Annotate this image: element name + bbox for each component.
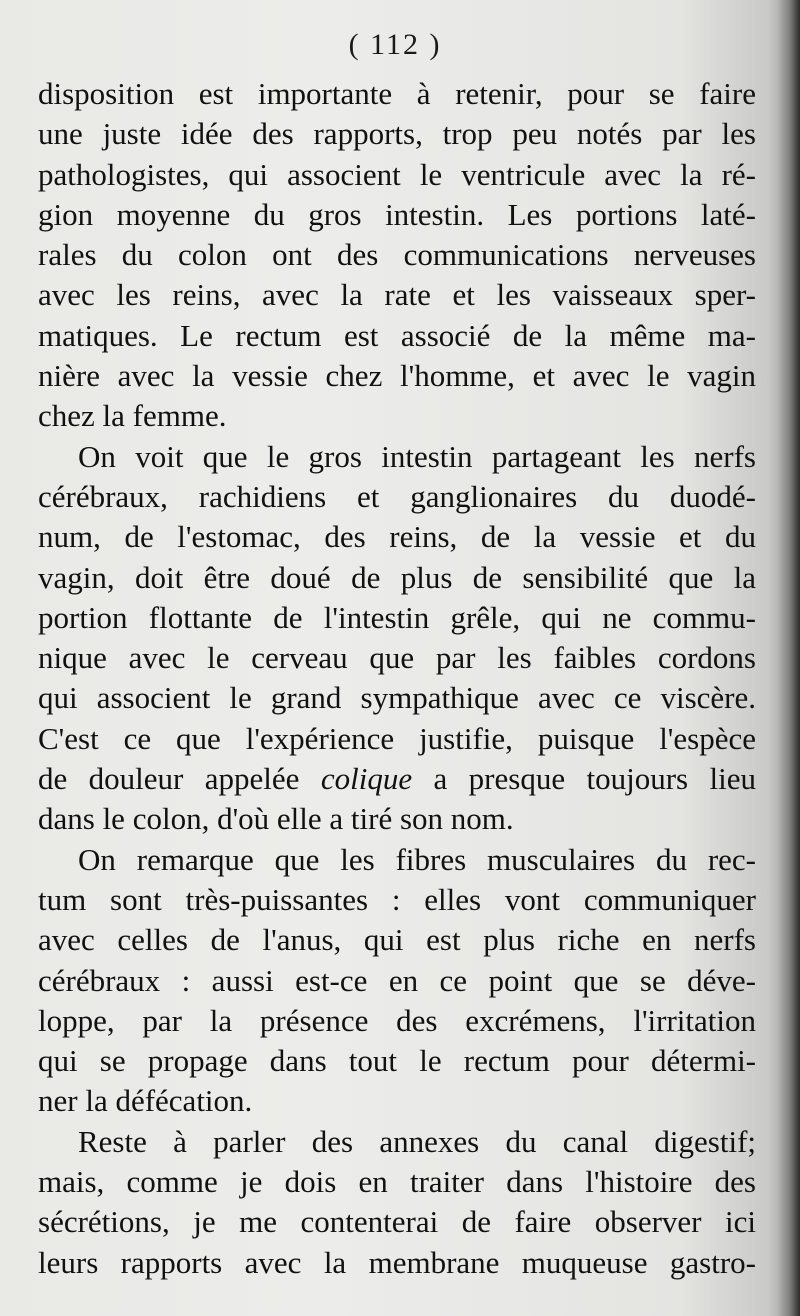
text-line: avec celles de l'anus, qui est plus riche en nerfs (38, 922, 756, 958)
page-number: ( 112 ) (348, 28, 442, 61)
text-line: rales du colon ont des communications nerveuses (38, 237, 756, 273)
text-line: vagin, doit être doué de plus de sensibilité que la (38, 559, 756, 595)
paragraph-1 (38, 74, 756, 437)
paragraph-4 (38, 1122, 756, 1283)
italic-term: colique (320, 761, 413, 797)
text-line: gion moyenne du gros intestin. Les portions laté- (38, 196, 756, 232)
text-line: une juste idée des rapports, trop peu notés par les (38, 116, 756, 152)
text-line: disposition est importante à retenir, pour se faire (38, 76, 756, 111)
text-line: Reste à parler des annexes du canal digestif; (78, 1123, 756, 1159)
text-line: dans le colon, d'où elle a tiré son nom. (38, 801, 514, 837)
text-line: tum sont très-puissantes : elles vont communiquer (38, 881, 756, 917)
page-gutter-shadow (778, 0, 800, 1316)
text-line-with-italic (38, 759, 756, 799)
text-line: mais, comme je dois en traiter dans l'histoire des (38, 1164, 756, 1200)
text-fragment: de douleur appelée (38, 761, 321, 797)
text-line: avec les reins, avec la rate et les vaisseaux sper- (38, 277, 756, 313)
text-line: On remarque que les fibres musculaires du rec- (78, 841, 756, 877)
text-line: chez la femme. (38, 398, 227, 434)
text-line: matiques. Le rectum est associé de la même ma- (38, 317, 756, 353)
text-line: nique avec le cerveau que par les faibles cordons (38, 640, 756, 676)
text-line: sécrétions, je me contenterai de faire observer ici (38, 1204, 756, 1240)
text-line: portion flottante de l'intestin grêle, qui ne commu- (38, 599, 756, 635)
paragraph-3 (38, 840, 756, 1122)
text-line: cérébraux : aussi est-ce en ce point que se déve- (38, 962, 756, 998)
paragraph-2 (38, 437, 756, 840)
text-line: num, de l'estomac, des reins, de la vessie et du (38, 519, 756, 555)
text-fragment: a presque toujours lieu (412, 761, 756, 797)
text-line: nière avec la vessie chez l'homme, et avec le vagin (38, 358, 756, 394)
text-line: leurs rapports avec la membrane muqueuse gastro- (38, 1244, 756, 1280)
text-line: cérébraux, rachidiens et ganglionaires du duodé- (38, 478, 756, 514)
text-line: On voit que le gros intestin partageant les nerfs (78, 438, 756, 474)
text-line: qui se propage dans tout le rectum pour détermi- (38, 1043, 756, 1079)
page-text (38, 74, 756, 1283)
text-line: C'est ce que l'expérience justifie, puisque l'espèce (38, 720, 756, 756)
text-line: ner la défécation. (38, 1083, 253, 1119)
text-line: qui associent le grand sympathique avec ce viscère. (38, 680, 756, 716)
text-line: pathologistes, qui associent le ventricule avec la ré- (38, 156, 756, 192)
text-line: loppe, par la présence des excrémens, l'irritation (38, 1002, 756, 1038)
